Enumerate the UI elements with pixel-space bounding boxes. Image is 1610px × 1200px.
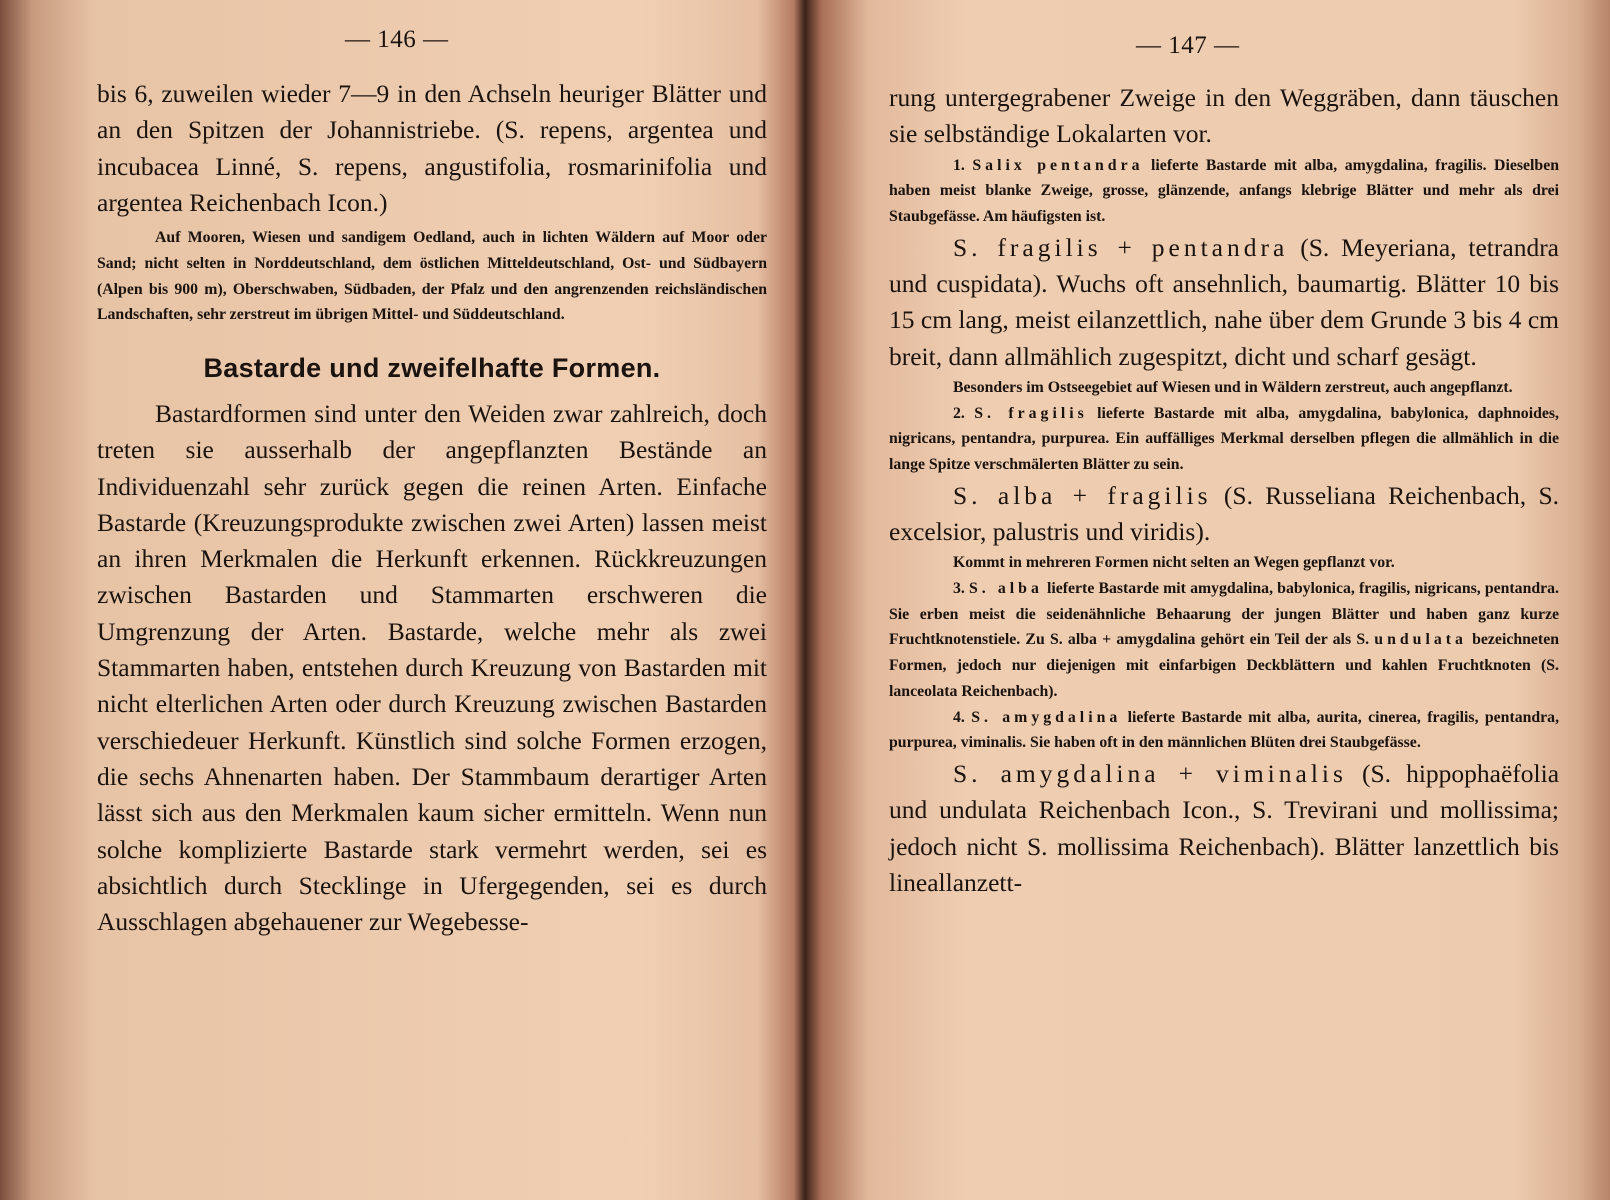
continuation-paragraph: rung untergegrabener Zweige in den Weggräben, dann täuschen sie selbständige Lokalarten vor. — [889, 83, 1559, 149]
intro-paragraph: bis 6, zuweilen wieder 7—9 in den Achseln heuriger Blätter und an den Spitzen der Johannistriebe. (S. repens, argentea und incubacea Linné, S. repens, angustifolia, rosmarinifolia und argentea Reichenbach Icon.) — [97, 79, 767, 217]
right-page — [818, 0, 1610, 1200]
hybrid-1 — [889, 230, 1559, 375]
note-text: lieferte Bastarde mit alba, amygdalina, babylonica, daphnoides, nigricans, pentandra, purpurea. Ein auffälliges Merkmal derselben pflegen die allmählich in die lange Spitze verschmälerten Blätter zu sein. — [889, 404, 1559, 473]
species-name: S. alba — [969, 580, 1043, 597]
note-text: lieferte Bastarde mit alba, aurita, cinerea, fragilis, pentandra, purpurea, viminalis. Sie haben oft in den männlichen Blüten drei Staubgefässe. — [889, 708, 1560, 752]
hybrid-1-habitat: Besonders im Ostseegebiet auf Wiesen und in Wäldern zerstreut, auch angepflanzt. — [953, 378, 1513, 396]
page-number: — 146 — — [345, 26, 449, 53]
spaced-name: undulata — [1374, 631, 1467, 649]
page-number: — 147 — — [1136, 32, 1240, 59]
note-number: 4. — [953, 708, 965, 726]
hybrid-text: (S. hippophaëfolia und undulata Reichenbach Icon., S. Trevirani und mollissima; jedoch nicht S. mollissima Reichenbach). Blätter lanzettlich bis lineallanzett- — [889, 758, 1560, 897]
note-text: lieferte Bastarde mit amygdalina, babylonica, fragilis, nigricans, pentandra. Sie erben meist die seidenähnliche Behaarung der jungen Blätter und haben ganz kurze Fruchtknotenstiele. Zu S. alba + amygdalina gehört ein Teil der als S. — [889, 580, 1560, 649]
body-paragraph: Bastardformen sind unter den Weiden zwar zahlreich, doch treten sie ausserhalb der angepflanzten Bestände an Individuenzahl sehr zurück gegen die reinen Arten. Einfache Bastarde (Kreuzungsprodukte zwischen zwei Arten) lassen meist an ihren Merkmalen die Herkunft erkennen. Rückkreuzungen zwischen Bastarden und Stammarten erschweren die Umgrenzung der Arten. Bastarde, welche mehr als zwei Stammarten haben, entstehen durch Kreuzung von Bastarden mit nicht elterlichen Arten oder durch Kreuzung zwischen Bastarden verschiedeuer Herkunft. Künstlich sind solche Formen erzogen, die sechs Ahnenarten haben. Der Stammbaum derartiger Arten lässt sich aus den Merkmalen kaum sicher ermitteln. Wenn nun solche komplizierte Bastarde stark vermehrt werden, sei es absichtlich durch Stecklinge in Ufergegenden, sei es durch Ausschlagen abgehauener zur Wegebesse- — [97, 399, 767, 937]
hybrid-name: S. fragilis + pentandra — [953, 232, 1289, 262]
right-column — [889, 80, 1559, 901]
species-name: S. fragilis — [974, 404, 1088, 422]
hybrid-2 — [889, 478, 1559, 551]
note-text: bezeichneten Formen, jedoch nur diejenigen mit einfarbigen Deckblättern und kahlen Fruchtknoten (S. lanceolata Reichenbach). — [889, 631, 1559, 700]
species-name: S. amygdalina — [971, 708, 1122, 726]
hybrid-name: S. amygdalina + viminalis — [953, 758, 1347, 788]
habitat-note: Auf Mooren, Wiesen und sandigem Oedland, auch in lichten Wäldern auf Moor oder Sand; nicht selten in Norddeutschland, dem östlichen Mitteldeutschland, Ost- und Südbayern (Alpen bis 900 m), Oberschwaben, Südbaden, der Pfalz und den angrenzenden reichsländischen Landschaften, sehr zerstreut im übrigen Mittel- und Süddeutschland. — [97, 229, 767, 324]
note-number: 1. — [953, 156, 965, 174]
note-1 — [889, 153, 1559, 230]
note-number: 2. — [953, 404, 965, 422]
note-4 — [889, 705, 1559, 756]
hybrid-name: S. alba + fragilis — [953, 480, 1212, 510]
left-column — [97, 76, 767, 940]
note-text: lieferte Bastarde mit alba, amygdalina, fragilis. Dieselben haben meist blanke Zweige, grosse, glänzende, anfangs klebrige Blätter und mehr als drei Staubgefässe. Am häufigsten ist. — [889, 156, 1559, 225]
hybrid-text: (S. Russeliana Reichenbach, S. excelsior, palustris und viridis). — [889, 480, 1560, 546]
note-number: 3. — [953, 580, 965, 597]
note-2 — [889, 401, 1559, 478]
section-heading: Bastarde und zweifelhafte Formen. — [203, 353, 661, 383]
hybrid-2-habitat: Kommt in mehreren Formen nicht selten an Wegen gepflanzt vor. — [953, 554, 1395, 572]
hybrid-3 — [889, 756, 1559, 901]
note-3 — [889, 576, 1559, 705]
species-name: Salix pentandra — [972, 156, 1144, 174]
hybrid-text: (S. Meyeriana, tetrandra und cuspidata). Wuchs oft ansehnlich, baumartig. Blätter 10 bis 15 cm lang, meist eilanzettlich, nahe über dem Grunde 3 bis 4 cm breit, dann allmählich zugespitzt, dicht und scharf gesägt. — [889, 232, 1560, 371]
